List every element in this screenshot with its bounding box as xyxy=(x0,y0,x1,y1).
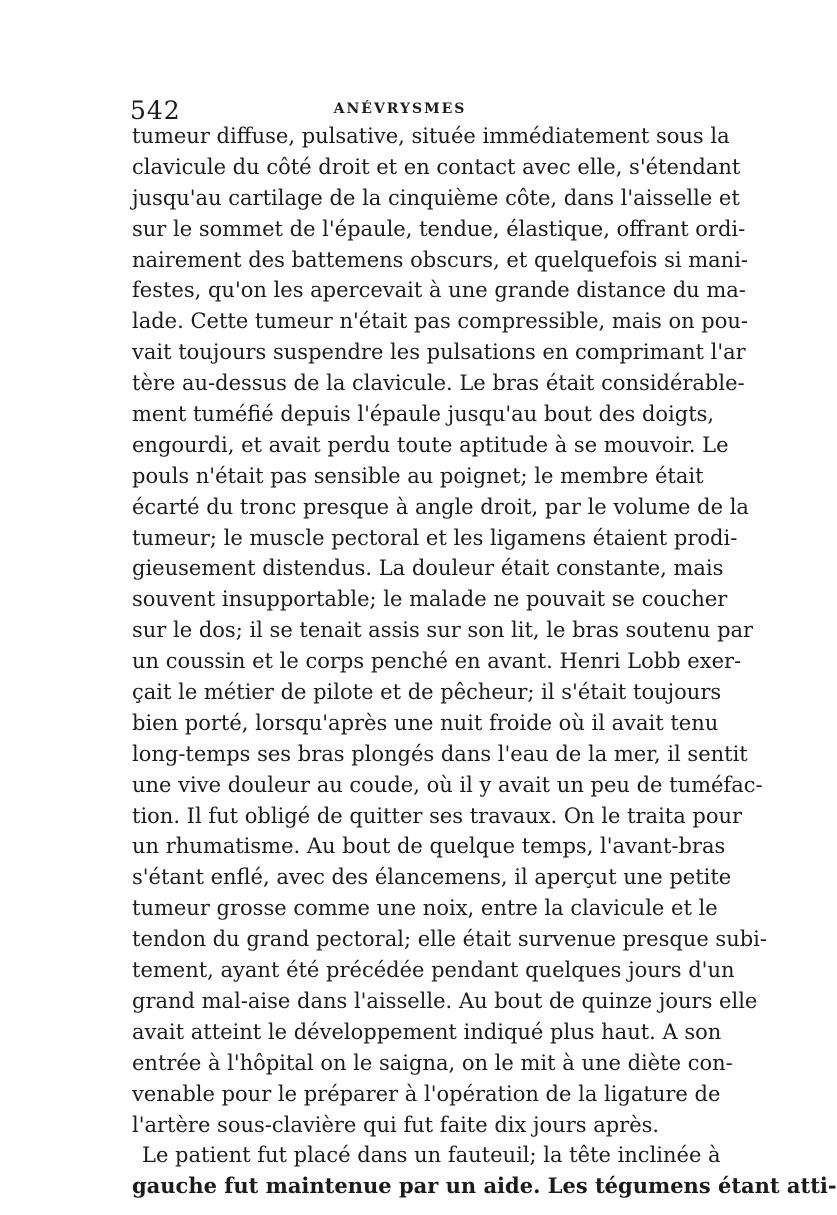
text-line: pouls n'était pas sensible au poignet; le membre était xyxy=(132,463,704,488)
text-line: souvent insupportable; le malade ne pouvait se coucher xyxy=(132,587,728,612)
text-line: tion. Il fut obligé de quitter ses travaux. On le traita pour xyxy=(132,803,743,828)
text-line: avait atteint le développement indiqué plus haut. A son xyxy=(132,1019,722,1044)
text-line: çait le métier de pilote et de pêcheur; il s'était toujours xyxy=(132,680,722,705)
running-title: ANÉVRYSMES xyxy=(333,101,467,117)
text-line: gieusement distendus. La douleur était constante, mais xyxy=(132,556,724,581)
text-line: festes, qu'on les apercevait à une grande distance du ma- xyxy=(132,278,746,303)
text-line: grand mal-aise dans l'aisselle. Au bout de quinze jours elle xyxy=(132,988,758,1013)
text-line: un rhumatisme. Au bout de quelque temps, l'avant-bras xyxy=(132,834,726,859)
text-line: s'étant enflé, avec des élancemens, il aperçut une petite xyxy=(132,865,732,890)
text-line: engourdi, et avait perdu toute aptitude à se mouvoir. Le xyxy=(132,432,729,457)
body-text xyxy=(132,121,837,1202)
text-line: un coussin et le corps penché en avant. Henri Lobb exer- xyxy=(132,649,742,674)
text-line: tumeur diffuse, pulsative, située immédiatement sous la xyxy=(132,124,730,148)
text-line: tère au-dessus de la clavicule. Le bras était considérable- xyxy=(132,371,745,396)
text-line: nairement des battemens obscurs, et quelquefois si mani- xyxy=(132,247,749,272)
text-line: tumeur grosse comme une noix, entre la clavicule et le xyxy=(132,896,718,921)
text-line: tement, ayant été précédée pendant quelques jours d'un xyxy=(132,958,735,983)
text-line: tumeur; le muscle pectoral et les ligamens étaient prodi- xyxy=(132,525,738,550)
text-line: Le patient fut placé dans un fauteuil; la tête inclinée à xyxy=(142,1143,721,1168)
text-line: tendon du grand pectoral; elle était survenue presque subi- xyxy=(132,927,767,952)
text-line: écarté du tronc presque à angle droit, par le volume de la xyxy=(132,494,749,519)
text-line: une vive douleur au coude, où il y avait un peu de tuméfac- xyxy=(132,772,763,797)
text-line: entrée à l'hôpital on le saigna, on le mit à une diète con- xyxy=(132,1050,733,1075)
text-line: sur le sommet de l'épaule, tendue, élastique, offrant ordi- xyxy=(132,216,746,241)
text-line: ment tuméfié depuis l'épaule jusqu'au bout des doigts, xyxy=(132,402,715,427)
text-line: jusqu'au cartilage de la cinquième côte, dans l'aisselle et xyxy=(132,185,740,210)
text-line: venable pour le préparer à l'opération de la ligature de xyxy=(132,1081,721,1106)
text-line: vait toujours suspendre les pulsations en comprimant l'ar xyxy=(132,340,746,365)
text-line: bien porté, lorsqu'après une nuit froide où il avait tenu xyxy=(132,710,719,735)
text-line: lade. Cette tumeur n'était pas compressible, mais on pou- xyxy=(132,309,748,334)
text-line: clavicule du côté droit et en contact avec elle, s'étendant xyxy=(132,154,741,179)
page-number: 542 xyxy=(130,96,181,125)
text-line: l'artère sous-clavière qui fut faite dix jours après. xyxy=(132,1112,660,1137)
text-line: sur le dos; il se tenait assis sur son lit, le bras soutenu par xyxy=(132,618,754,643)
text-line: long-temps ses bras plongés dans l'eau de la mer, il sentit xyxy=(132,741,748,766)
text-line: gauche fut maintenue par un aide. Les tégumens étant atti- xyxy=(132,1173,837,1199)
